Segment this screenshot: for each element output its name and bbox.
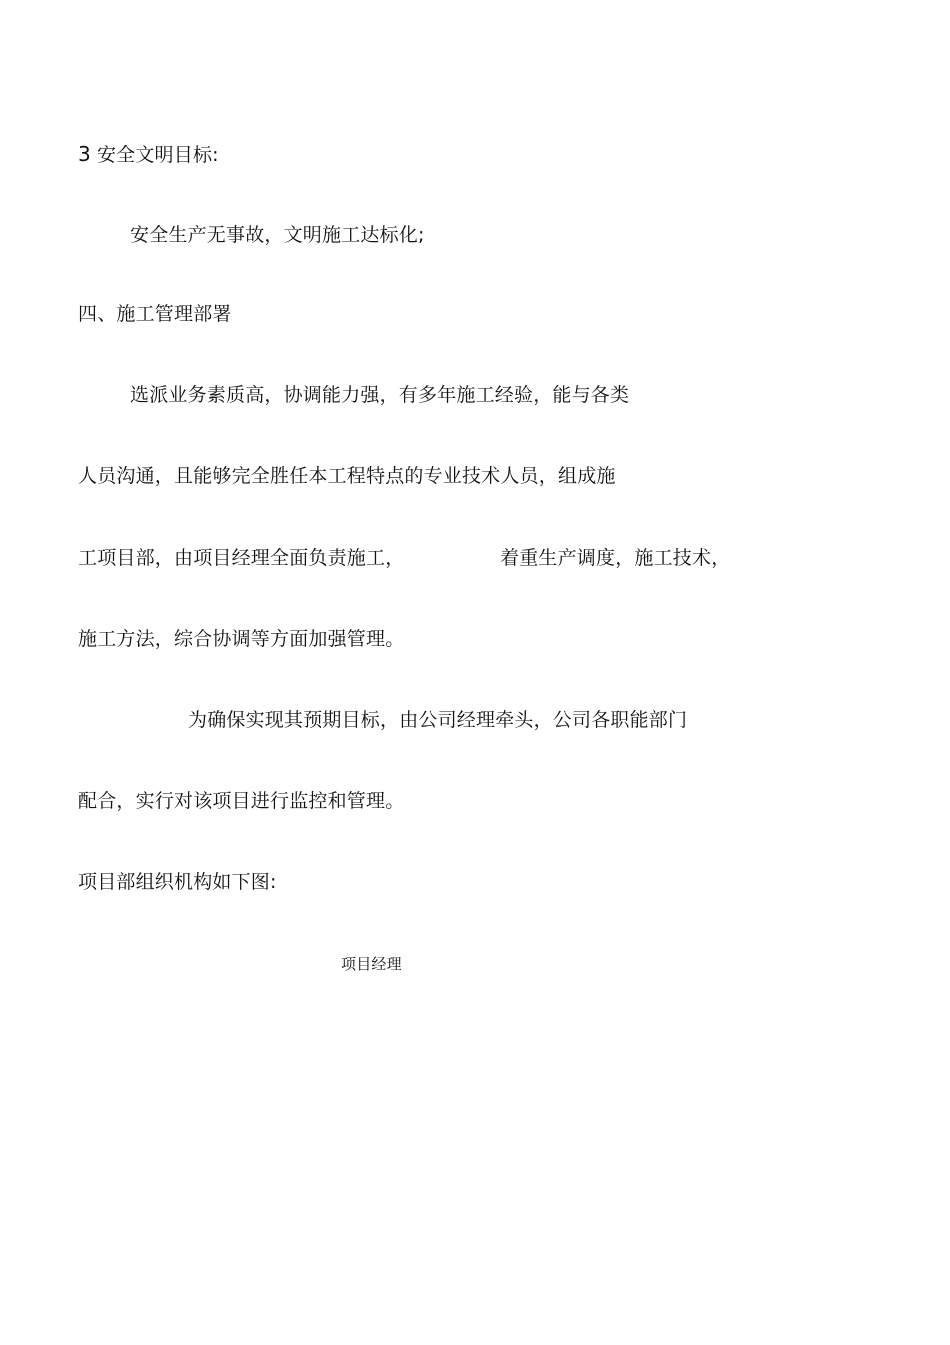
section4-heading: 四、施工管理部署 [78,303,232,325]
org-chart-top-node: 项目经理 [341,955,402,973]
section3-number: 3 [78,142,91,166]
para1-line4: 施工方法，综合协调等方面加强管理。 [78,628,405,650]
section3-title-text: 安全文明目标: [96,144,219,166]
org-intro: 项目部组织机构如下图: [78,871,277,893]
para1-line1: 选派业务素质高，协调能力强，有多年施工经验，能与各类 [130,384,630,406]
para1-line2: 人员沟通，且能够完全胜任本工程特点的专业技术人员，组成施 [78,465,616,487]
para1-line3a: 工项目部，由项目经理全面负责施工， [78,547,405,569]
section3-body: 安全生产无事故，文明施工达标化; [130,224,425,246]
para2-line2: 配合，实行对该项目进行监控和管理。 [78,790,405,812]
section3-title [78,142,219,167]
para1-line3b: 着重生产调度，施工技术， [500,547,731,569]
para2-line1: 为确保实现其预期目标，由公司经理牵头，公司各职能部门 [188,709,688,731]
